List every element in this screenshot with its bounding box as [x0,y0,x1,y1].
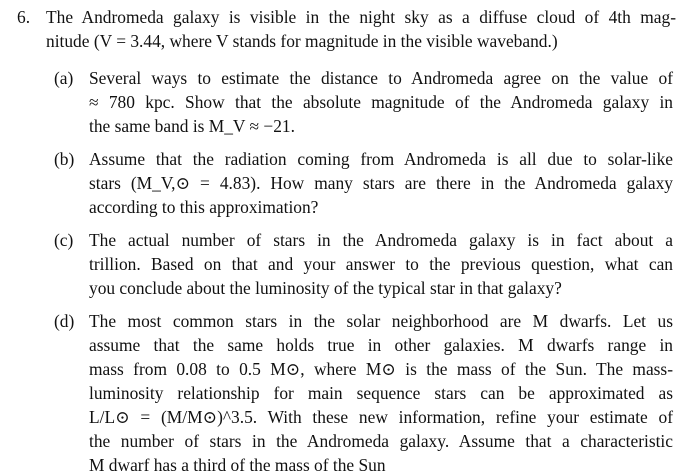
part-b-line-1: Assume that the radiation coming from Andromeda is all due to solar-like [89,149,673,169]
part-c-line-3: you conclude about the luminosity of the typical star in that galaxy? [89,278,562,298]
part-d-line-3: mass from 0.08 to 0.5 M⊙, where M⊙ is the mass of the Sun. The mass- [89,359,673,379]
part-a-line-2: ≈ 780 kpc. Show that the absolute magnitude of the Andromeda galaxy in [89,92,673,112]
part-b-line-3: according to this approximation? [89,197,319,217]
problem-number: 6. [17,7,31,27]
part-c-line-2: trillion. Based on that and your answer to the previous question, what can [89,254,673,274]
part-d-line-1: The most common stars in the solar neighborhood are M dwarfs. Let us [89,311,673,331]
part-d-line-5: L/L⊙ = (M/M⊙)^3.5. With these new information, refine your estimate of [89,407,673,427]
part-b-label: (b) [54,149,75,169]
part-d-line-4: luminosity relationship for main sequence stars can be approximated as [89,383,673,403]
part-b-line-2: stars (M_V,⊙ = 4.83). How many stars are there in the Andromeda galaxy [89,173,673,193]
part-c-label: (c) [54,230,74,250]
part-c-line-1: The actual number of stars in the Andromeda galaxy is in fact about a [89,230,673,250]
part-a-line-3: the same band is M_V ≈ −21. [89,116,295,136]
intro-line-1: The Andromeda galaxy is visible in the night sky as a diffuse cloud of 4th mag- [46,7,676,27]
intro-line-2: nitude (V = 3.44, where V stands for magnitude in the visible waveband.) [46,31,558,51]
part-d-label: (d) [54,311,75,331]
part-a-line-1: Several ways to estimate the distance to Andromeda agree on the value of [89,68,673,88]
part-d-line-7: M dwarf has a third of the mass of the Sun [89,455,386,475]
part-d-line-6: the number of stars in the Andromeda galaxy. Assume that a characteristic [89,431,673,451]
part-a-label: (a) [54,68,74,88]
part-d-line-2: assume that the same holds true in other galaxies. M dwarfs range in [89,335,673,355]
